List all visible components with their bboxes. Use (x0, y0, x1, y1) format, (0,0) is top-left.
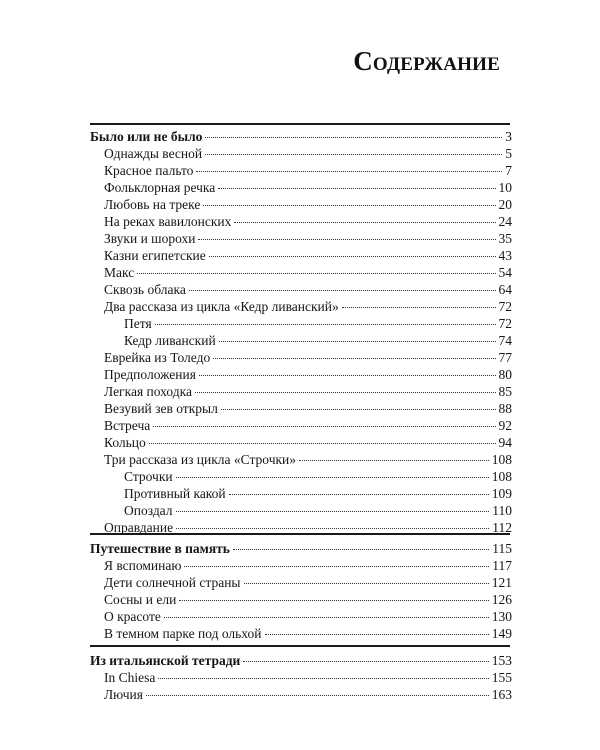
page-number: 24 (498, 214, 512, 229)
toc-section (0, 653, 600, 669)
toc-entry (0, 350, 600, 366)
toc-entry (0, 180, 600, 196)
page-number: 72 (498, 299, 512, 314)
dot-leader (158, 678, 488, 679)
dot-leader (179, 600, 488, 601)
page-number: 35 (498, 231, 512, 246)
page-number: 80 (498, 367, 512, 382)
entry-title: Везувий зев открыл (104, 401, 218, 416)
entry-title: Два рассказа из цикла «Кедр ливанский» (104, 299, 339, 314)
dot-leader (176, 477, 489, 478)
dot-leader (176, 528, 489, 529)
entry-title: Казни египетские (104, 248, 206, 263)
dot-leader (196, 171, 502, 172)
entry-title: Сосны и ели (104, 592, 177, 607)
toc-entry (0, 316, 600, 332)
dot-leader (221, 409, 496, 410)
entry-title: На реках вавилонских (104, 214, 232, 229)
entry-title: Еврейка из Толедо (104, 350, 211, 365)
toc-entry (0, 575, 600, 591)
dot-leader (189, 290, 496, 291)
toc-entry (0, 197, 600, 213)
dot-leader (203, 205, 495, 206)
page-number: 74 (498, 333, 512, 348)
dot-leader (209, 256, 496, 257)
entry-title: Встреча (104, 418, 151, 433)
toc-entry (0, 503, 600, 519)
toc-entry (0, 231, 600, 247)
dot-leader (146, 695, 489, 696)
page-number: 121 (491, 575, 512, 590)
toc-section (0, 541, 600, 557)
dot-leader (149, 443, 496, 444)
toc-entry (0, 384, 600, 400)
page-number: 109 (491, 486, 512, 501)
dot-leader (176, 511, 490, 512)
dot-leader (342, 307, 496, 308)
entry-title: Оправдание (104, 520, 174, 535)
entry-title: Путешествие в память (90, 541, 230, 556)
toc-entry (0, 214, 600, 230)
page-number: 72 (498, 316, 512, 331)
page-number: 110 (492, 503, 512, 518)
page-number: 130 (491, 609, 512, 624)
toc-entry (0, 333, 600, 349)
entry-title: Легкая походка (104, 384, 192, 399)
dot-leader (219, 341, 496, 342)
toc-entry (0, 418, 600, 434)
page-number: 20 (498, 197, 512, 212)
dot-leader (244, 583, 489, 584)
toc-entry (0, 282, 600, 298)
toc-entry (0, 265, 600, 281)
entry-title: Три рассказа из цикла «Строчки» (104, 452, 297, 467)
dot-leader (184, 566, 489, 567)
page-number: 126 (491, 592, 512, 607)
dot-leader (243, 661, 488, 662)
dot-leader (233, 549, 489, 550)
entry-title: Из итальянской тетради (90, 653, 241, 668)
page-number: 64 (498, 282, 512, 297)
entry-title: Кольцо (104, 435, 146, 450)
page-number: 10 (498, 180, 512, 195)
entry-title: Я вспоминаю (104, 558, 182, 573)
entry-title: Однажды весной (104, 146, 203, 161)
header-rule (90, 123, 510, 125)
toc-entry (0, 558, 600, 574)
toc-entry (0, 486, 600, 502)
page-number: 88 (498, 401, 512, 416)
page-number: 149 (491, 626, 512, 641)
entry-title: Лючия (104, 687, 143, 702)
entry-title: Макс (104, 265, 135, 280)
dot-leader (205, 137, 502, 138)
toc-entry (0, 520, 600, 536)
dot-leader (199, 375, 496, 376)
toc-entry (0, 435, 600, 451)
toc-entry (0, 401, 600, 417)
page-number: 85 (498, 384, 512, 399)
toc-entry (0, 299, 600, 315)
page-number: 112 (492, 520, 512, 535)
page-number: 77 (498, 350, 512, 365)
section-rule (90, 645, 510, 647)
page-number: 94 (498, 435, 512, 450)
entry-title: В темном парке под ольхой (104, 626, 262, 641)
toc-entry (0, 687, 600, 703)
toc-section (0, 129, 600, 145)
dot-leader (234, 222, 495, 223)
dot-leader (265, 634, 489, 635)
dot-leader (195, 392, 496, 393)
dot-leader (205, 154, 502, 155)
dot-leader (229, 494, 489, 495)
entry-title: Кедр ливанский (124, 333, 216, 348)
entry-title: Любовь на треке (104, 197, 201, 212)
dot-leader (218, 188, 495, 189)
page-number: 155 (491, 670, 512, 685)
page-number: 54 (498, 265, 512, 280)
toc-entry (0, 163, 600, 179)
entry-title: Звуки и шорохи (104, 231, 196, 246)
entry-title: Было или не было (90, 129, 203, 144)
entry-title: О красоте (104, 609, 161, 624)
toc-entry (0, 609, 600, 625)
page-number: 3 (505, 129, 512, 144)
page-title: Содержание (353, 46, 500, 76)
toc-entry (0, 626, 600, 642)
page-number: 163 (491, 687, 512, 702)
dot-leader (155, 324, 496, 325)
dot-leader (164, 617, 489, 618)
entry-title: Противный какой (124, 486, 226, 501)
entry-title: Фольклорная речка (104, 180, 216, 195)
toc-entry (0, 452, 600, 468)
dot-leader (213, 358, 495, 359)
page-number: 92 (498, 418, 512, 433)
page-number: 153 (491, 653, 512, 668)
dot-leader (137, 273, 495, 274)
entry-title: Дети солнечной страны (104, 575, 241, 590)
entry-title: In Chiesa (104, 670, 156, 685)
entry-title: Опоздал (124, 503, 173, 518)
toc-entry (0, 146, 600, 162)
entry-title: Сквозь облака (104, 282, 186, 297)
dot-leader (198, 239, 495, 240)
toc-entry (0, 248, 600, 264)
entry-title: Строчки (124, 469, 173, 484)
page-number: 7 (505, 163, 512, 178)
page-number: 115 (492, 541, 512, 556)
toc-entry (0, 367, 600, 383)
entry-title: Петя (124, 316, 152, 331)
toc-entry (0, 670, 600, 686)
dot-leader (153, 426, 495, 427)
toc-entry (0, 469, 600, 485)
entry-title: Красное пальто (104, 163, 194, 178)
page-number: 108 (491, 469, 512, 484)
page-number: 117 (492, 558, 512, 573)
entry-title: Предположения (104, 367, 196, 382)
page-number: 108 (491, 452, 512, 467)
page-number: 5 (505, 146, 512, 161)
toc-entry (0, 592, 600, 608)
page-number: 43 (498, 248, 512, 263)
dot-leader (299, 460, 489, 461)
